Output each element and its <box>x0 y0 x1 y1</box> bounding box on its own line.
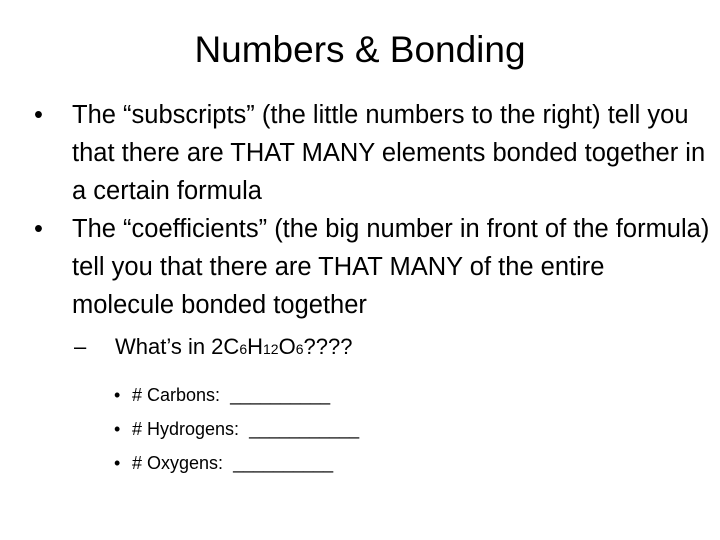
bullet-subscripts <box>30 96 710 210</box>
bullet-marker: • <box>114 453 121 473</box>
bullet-text: The “subscripts” (the little numbers to the right) tell you that there are THAT MANY elements bonded together in a certain formula <box>72 101 706 205</box>
bullet-marker: • <box>114 385 121 405</box>
bullet-marker: • <box>114 419 121 439</box>
oxygen-subscript: 6 <box>295 341 304 357</box>
answer-blank: ___________ <box>249 419 360 439</box>
answer-carbons <box>30 378 710 412</box>
answer-label: # Hydrogens: <box>132 419 240 439</box>
hydrogen-subscript: 12 <box>263 341 279 357</box>
bullet-marker: • <box>34 215 43 243</box>
answer-oxygens <box>30 446 710 480</box>
hydrogen-symbol: H <box>247 334 263 359</box>
bullet-coefficients <box>30 210 710 324</box>
answer-hydrogens <box>30 412 710 446</box>
bullet-marker: • <box>34 101 43 129</box>
question-prefix: What’s in 2C <box>115 334 240 359</box>
oxygen-symbol: O <box>278 334 296 359</box>
slide-title: Numbers & Bonding <box>194 29 526 70</box>
answer-label: # Carbons: <box>132 385 221 405</box>
bullet-text: The “coefficients” (the big number in front of the formula) tell you that there are THAT MANY of the entire molecule bonded together <box>72 215 710 319</box>
question-line <box>30 330 710 366</box>
carbon-subscript: 6 <box>239 341 248 357</box>
answer-blank: __________ <box>230 385 331 405</box>
question-suffix: ???? <box>303 334 353 359</box>
answer-blank: __________ <box>233 453 334 473</box>
slide-body <box>30 96 710 480</box>
answer-label: # Oxygens: <box>132 453 224 473</box>
dash-marker: – <box>74 334 87 359</box>
